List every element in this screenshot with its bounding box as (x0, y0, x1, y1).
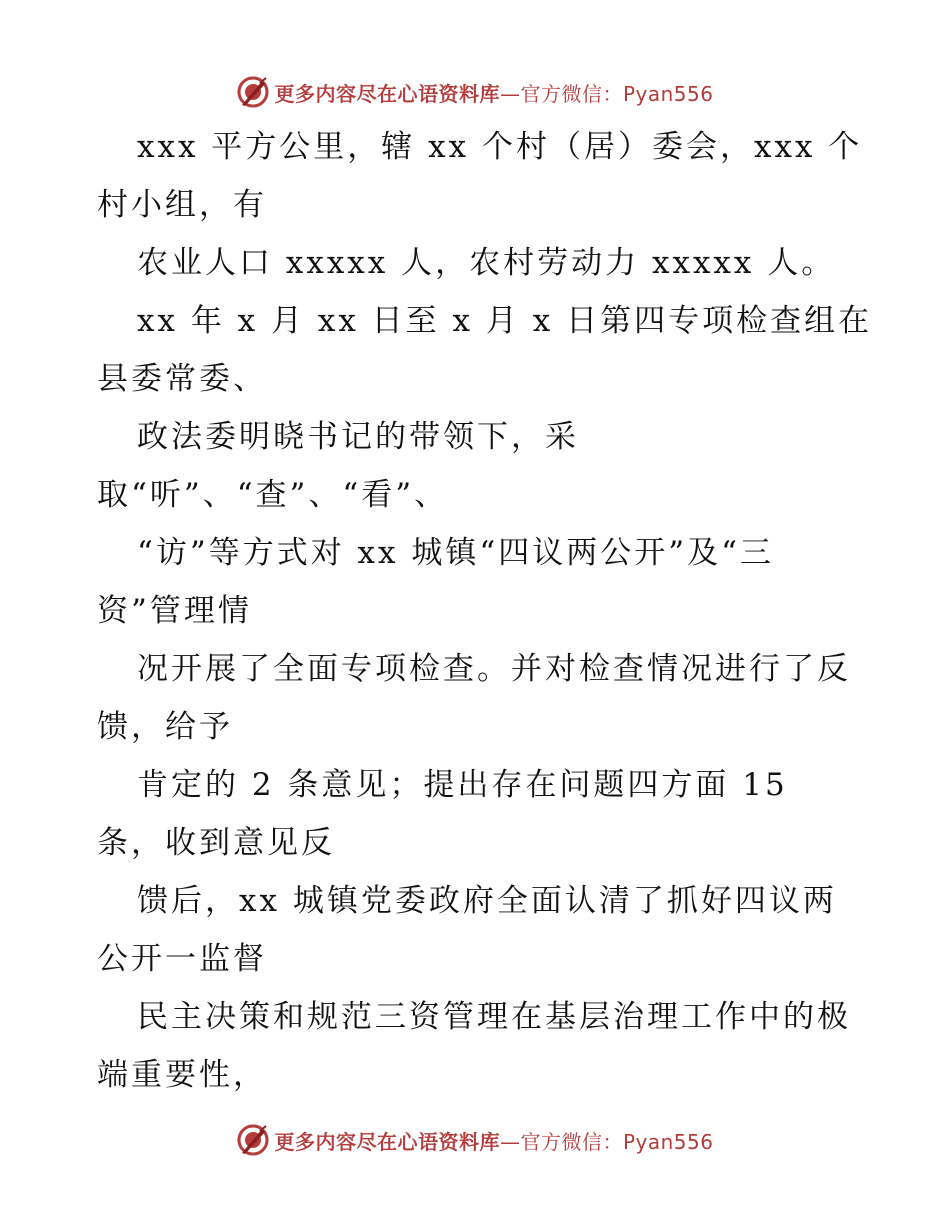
banner-text (274, 78, 713, 107)
text-line: 公开一监督 (97, 941, 267, 977)
quill-pen-logo-icon (236, 1123, 270, 1157)
text-line: 馈，给予 (97, 709, 233, 745)
text-line: 政法委明晓书记的带领下，采 (137, 419, 579, 455)
banner-text-rest: —官方微信：Pyan556 (499, 81, 714, 106)
footer-banner (0, 1120, 950, 1160)
banner-text-bold: 更多内容尽在心语资料库 (274, 1129, 500, 1154)
header-banner (0, 72, 950, 112)
banner-text (274, 1126, 713, 1155)
text-line: 端重要性， (97, 1057, 267, 1093)
text-line: xx 年 x 月 xx 日至 x 月 x 日第四专项检查组在 (137, 303, 873, 339)
quill-pen-logo-icon (236, 75, 270, 109)
text-line: 况开展了全面专项检查。并对检查情况进行了反 (137, 651, 851, 687)
text-line: 肯定的 2 条意见；提出存在问题四方面 15 (137, 767, 788, 803)
text-line: 村小组，有 (97, 187, 267, 223)
text-line: 农业人口 xxxxx 人，农村劳动力 xxxxx 人。 (137, 245, 836, 281)
banner-text-rest: —官方微信：Pyan556 (499, 1129, 714, 1154)
text-line: 条，收到意见反 (97, 825, 335, 861)
banner-text-bold: 更多内容尽在心语资料库 (274, 81, 500, 106)
text-line: 县委常委、 (97, 361, 267, 397)
text-line: xxx 平方公里，辖 xx 个村（居）委会，xxx 个 (137, 129, 863, 165)
text-line: 民主决策和规范三资管理在基层治理工作中的极 (137, 999, 851, 1035)
text-line: 资”管理情 (97, 593, 252, 629)
text-line: 馈后，xx 城镇党委政府全面认清了抓好四议两 (137, 883, 837, 919)
text-line: “访”等方式对 xx 城镇“四议两公开”及“三 (137, 535, 774, 571)
text-line: 取“听”、“查”、“看”、 (97, 477, 449, 513)
document-body (97, 118, 873, 1104)
